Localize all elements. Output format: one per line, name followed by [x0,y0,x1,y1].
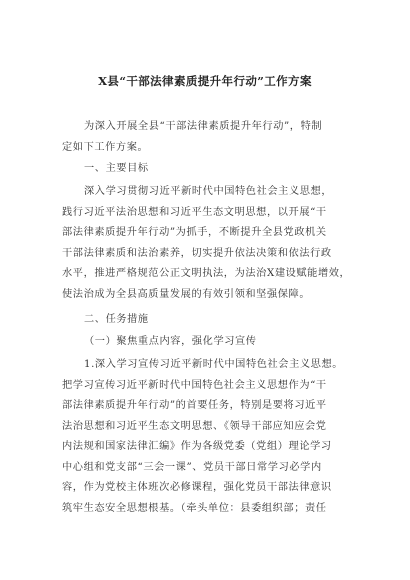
intro-paragraph [62,117,354,158]
section-heading-text: 一、主要目标 [84,163,149,174]
paragraph-line: 容，作为党校主体班次必修课程，强化党员干部法律意识 [62,482,332,493]
section-heading [62,159,354,180]
section-heading [62,310,354,331]
document-title: X县“干部法律素质提升年行动”工作方案 [98,74,312,88]
item-paragraph [62,355,354,519]
paragraph-line: 部法律素质提升年行动”的首要任务，特别是要将习近平 [62,400,327,411]
subsection-heading [62,332,354,353]
paragraph-line: 为深入开展全县“干部法律素质提升年行动”，特制 [84,121,323,132]
paragraph-line: 内法规和国家法律汇编》作为各级党委（党组）理论学习 [62,441,332,452]
paragraph-line: 干部法律素质和法治素养，切实提升依法决策和依法行政 [62,247,332,259]
paragraph-line: 使法治成为全县高质量发展的有效引领和坚强保障。 [62,288,311,300]
paragraph-line: 部法律素质提升年行动”为抓手，不断提升全县党政机关 [62,227,327,238]
paragraph-line: 把学习宣传习近平新时代中国特色社会主义思想作为“干 [62,379,327,391]
subsection-heading-text: （一）聚焦重点内容，强化学习宣传 [84,336,257,347]
paragraph-line: 践行习近平法治思想和习近平生态文明思想，以开展“干 [62,206,327,218]
paragraph-line: 1.深入学习宣传习近平新时代中国特色社会主义思想。 [84,359,344,370]
paragraph-line: 筑牢生态安全思想根基。（牵头单位：县委组织部；责任 [62,502,327,514]
paragraph-line: 法治思想和习近平生态文明思想、《领导干部应知应会党 [62,420,327,432]
paragraph-line: 定如下工作方案。 [62,141,149,153]
section-heading-text: 二、任务措施 [84,314,149,325]
paragraph-line: 中心组和党支部“三会一课”、党员干部日常学习必学内 [62,461,322,473]
goals-paragraph [62,182,354,305]
paragraph-line: 深入学习贯彻习近平新时代中国特色社会主义思想， [84,186,333,197]
paragraph-line: 水平，推进严格规范公正文明执法，为法治X建设赋能增效， [62,268,351,279]
